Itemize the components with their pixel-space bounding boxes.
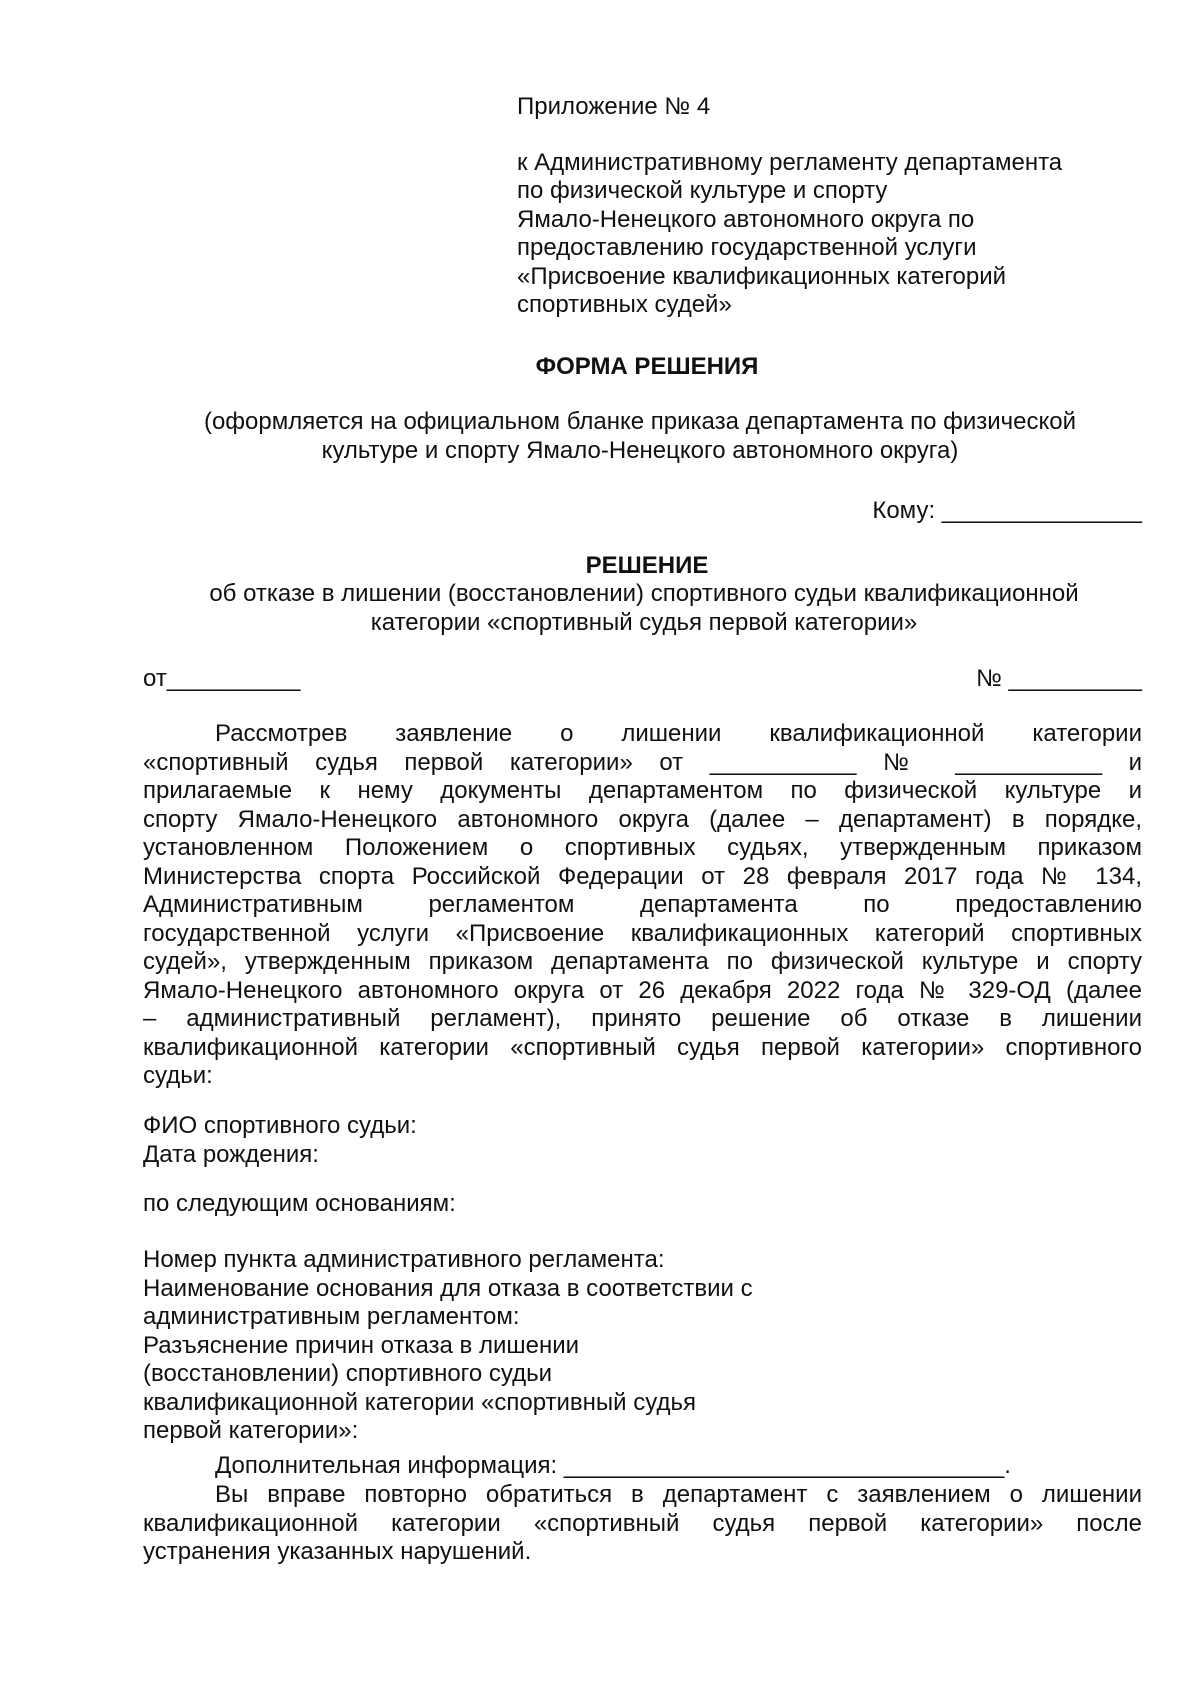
appendix-line: к Административному регламенту департамента	[517, 148, 1063, 176]
paragraph-line: «спортивный судья первой категории» от ___________ № ___________ и	[143, 748, 1142, 776]
additional-info: Дополнительная информация: _________________________________.	[215, 1452, 1011, 1479]
decision-subtitle-line: об отказе в лишении (восстановлении) спортивного судьи квалификационной	[209, 580, 1079, 607]
form-title: ФОРМА РЕШЕНИЯ	[535, 353, 759, 380]
grounds-line: (восстановлении) спортивного судьи	[143, 1360, 553, 1387]
decision-title: РЕШЕНИЕ	[585, 552, 709, 579]
paragraph-line: государственной услуги «Присвоение квалификационных категорий спортивных	[143, 919, 1142, 947]
appendix-line: «Присвоение квалификационных категорий	[517, 262, 1007, 290]
addressee-field: Кому: _______________	[872, 497, 1142, 524]
grounds-intro: по следующим основаниям:	[143, 1190, 456, 1217]
form-note	[140, 408, 1140, 465]
closing-line: устранения указанных нарушений.	[143, 1538, 532, 1565]
grounds-fields	[143, 1246, 1142, 1446]
appendix-line: Ямало-Ненецкого автономного округа по	[517, 205, 975, 233]
paragraph-line: Ямало-Ненецкого автономного округа от 26 декабря 2022 года № 329-ОД (далее	[143, 976, 1142, 1004]
decision-subtitle-line: категории «спортивный судья первой категории»	[370, 608, 918, 636]
paragraph-line: судей», утвержденным приказом департамента по физической культуре и спорту	[143, 948, 1142, 975]
appendix-header	[517, 93, 1137, 320]
appendix-line: предоставлению государственной услуги	[517, 234, 977, 261]
paragraph-line: Рассмотрев заявление о лишении квалификационной категории	[215, 720, 1142, 747]
paragraph-line: установленном Положением о спортивных судьях, утвержденным приказом	[143, 834, 1142, 861]
main-paragraph	[143, 720, 1142, 1091]
closing-line: Вы вправе повторно обратиться в департамент с заявлением о лишении	[215, 1481, 1142, 1508]
decision-subtitle	[144, 580, 1144, 637]
form-note-line: культуре и спорту Ямало-Ненецкого автономного округа)	[321, 436, 959, 464]
paragraph-line: – административный регламент), принято решение об отказе в лишении	[143, 1005, 1142, 1032]
grounds-line: Наименование основания для отказа в соответствии с	[143, 1274, 753, 1302]
grounds-line: Разъяснение причин отказа в лишении	[143, 1331, 580, 1359]
grounds-line: квалификационной категории «спортивный судья	[143, 1388, 696, 1416]
paragraph-line: Административным регламентом департамента по предоставлению	[143, 891, 1142, 918]
judge-fields	[143, 1112, 1142, 1169]
appendix-number: Приложение № 4	[517, 93, 711, 120]
date-field: от__________	[143, 665, 301, 692]
paragraph-line: Министерства спорта Российской Федерации от 28 февраля 2017 года № 134,	[143, 862, 1142, 890]
closing-line: квалификационной категории «спортивный судья первой категории» после	[143, 1509, 1142, 1537]
appendix-line: по физической культуре и спорту	[517, 177, 888, 204]
grounds-line: первой категории»:	[143, 1417, 359, 1444]
closing-paragraph	[143, 1481, 1142, 1567]
judge-name-label: ФИО спортивного судьи:	[143, 1112, 417, 1139]
paragraph-line: спорту Ямало-Ненецкого автономного округа (далее – департамент) в порядке,	[143, 805, 1142, 833]
grounds-line: Номер пункта административного регламента:	[143, 1246, 665, 1273]
number-field: № __________	[976, 665, 1142, 692]
paragraph-line: прилагаемые к нему документы департаментом по физической культуре и	[143, 777, 1142, 804]
grounds-line: административным регламентом:	[143, 1303, 520, 1330]
appendix-reference	[517, 149, 1137, 320]
appendix-line: спортивных судей»	[517, 291, 732, 318]
judge-birthdate-label: Дата рождения:	[143, 1140, 319, 1168]
paragraph-line: судьи:	[143, 1062, 213, 1089]
paragraph-line: квалификационной категории «спортивный судья первой категории» спортивного	[143, 1033, 1142, 1061]
form-note-line: (оформляется на официальном бланке приказа департамента по физической	[203, 408, 1077, 435]
